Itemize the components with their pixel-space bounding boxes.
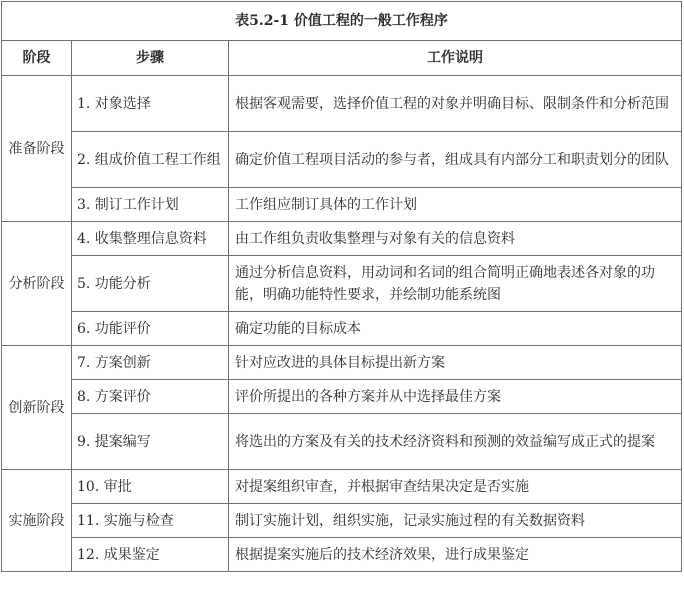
- description-cell: 确定功能的目标成本: [229, 312, 682, 346]
- step-cell: 1. 对象选择: [72, 76, 229, 132]
- stage-cell: 准备阶段: [2, 76, 72, 222]
- description-cell: 根据客观需要，选择价值工程的对象并明确目标、限制条件和分析范围: [229, 76, 682, 132]
- table-row: [2, 504, 682, 538]
- table-row: [2, 256, 682, 312]
- step-cell: 12. 成果鉴定: [72, 538, 229, 572]
- table-row: [2, 346, 682, 380]
- description-cell: 确定价值工程项目活动的参与者，组成具有内部分工和职责划分的团队: [229, 132, 682, 188]
- step-cell: 9. 提案编写: [72, 414, 229, 470]
- column-header-stage: 阶段: [2, 41, 72, 76]
- description-cell: 由工作组负责收集整理与对象有关的信息资料: [229, 222, 682, 256]
- stage-cell: 分析阶段: [2, 222, 72, 346]
- step-cell: 8. 方案评价: [72, 380, 229, 414]
- step-cell: 7. 方案创新: [72, 346, 229, 380]
- table-row: [2, 76, 682, 132]
- step-cell: 2. 组成价值工程工作组: [72, 132, 229, 188]
- table-row: [2, 538, 682, 572]
- stage-cell: 创新阶段: [2, 346, 72, 470]
- description-cell: 将选出的方案及有关的技术经济资料和预测的效益编写成正式的提案: [229, 414, 682, 470]
- value-engineering-procedure-table: [1, 1, 682, 572]
- step-cell: 11. 实施与检查: [72, 504, 229, 538]
- table-row: [2, 188, 682, 222]
- step-cell: 6. 功能评价: [72, 312, 229, 346]
- table-body: [2, 76, 682, 572]
- table-row: [2, 380, 682, 414]
- column-header-step: 步骤: [72, 41, 229, 76]
- column-header-description: 工作说明: [229, 41, 682, 76]
- description-cell: 通过分析信息资料，用动词和名词的组合简明正确地表述各对象的功能，明确功能特性要求，并绘制功能系统图: [229, 256, 682, 312]
- table-row: [2, 312, 682, 346]
- step-cell: 4. 收集整理信息资料: [72, 222, 229, 256]
- description-cell: 对提案组织审查，并根据审查结果决定是否实施: [229, 470, 682, 504]
- stage-cell: 实施阶段: [2, 470, 72, 572]
- table-row: [2, 470, 682, 504]
- description-cell: 评价所提出的各种方案并从中选择最佳方案: [229, 380, 682, 414]
- table-row: [2, 222, 682, 256]
- table-caption-row: [2, 2, 682, 41]
- step-cell: 10. 审批: [72, 470, 229, 504]
- description-cell: 针对应改进的具体目标提出新方案: [229, 346, 682, 380]
- description-cell: 工作组应制订具体的工作计划: [229, 188, 682, 222]
- table-row: [2, 414, 682, 470]
- table-caption: 表5.2-1 价值工程的一般工作程序: [2, 2, 682, 41]
- description-cell: 根据提案实施后的技术经济效果，进行成果鉴定: [229, 538, 682, 572]
- step-cell: 5. 功能分析: [72, 256, 229, 312]
- description-cell: 制订实施计划，组织实施，记录实施过程的有关数据资料: [229, 504, 682, 538]
- table-row: [2, 132, 682, 188]
- table-header-row: [2, 41, 682, 76]
- step-cell: 3. 制订工作计划: [72, 188, 229, 222]
